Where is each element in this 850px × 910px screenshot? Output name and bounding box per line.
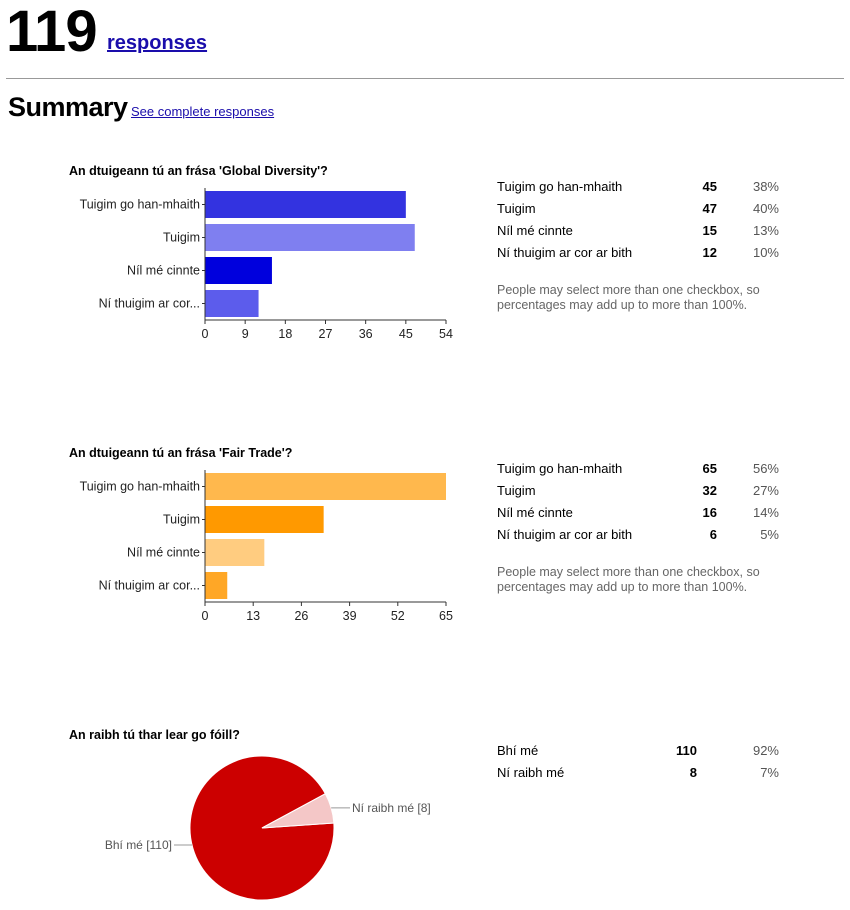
x-tick-label: 65 <box>439 609 453 623</box>
question-1-stats <box>497 179 779 267</box>
x-tick-label: 52 <box>390 609 405 623</box>
category-label: Tuigim go han-mhaith <box>79 197 200 212</box>
see-complete-responses-link[interactable]: See complete responses <box>131 104 275 119</box>
category-label: Tuigim <box>162 512 200 527</box>
stats-row-count: 32 <box>702 483 717 498</box>
stats-row-label: Níl mé cinnte <box>497 223 573 238</box>
stats-row-percent: 10% <box>752 245 779 260</box>
stats-row-label: Tuigim <box>497 483 536 498</box>
bar <box>205 572 227 599</box>
x-tick-label: 0 <box>201 327 209 341</box>
stats-row-percent: 27% <box>752 483 779 498</box>
stats-row-count: 45 <box>702 179 717 194</box>
question-3-title: An raibh tú thar lear go fóill? <box>69 728 240 742</box>
bar <box>205 224 415 251</box>
category-label: Tuigim go han-mhaith <box>79 479 200 494</box>
question-3-stats <box>497 743 779 787</box>
stats-row-label: Ní raibh mé <box>497 765 565 780</box>
bar <box>205 506 324 533</box>
category-label: Ní thuigim ar cor... <box>98 296 200 311</box>
question-1-note: People may select more than one checkbox, so percentages may add up to more than 100%. <box>497 283 760 312</box>
response-count: 119 <box>6 0 97 64</box>
stats-row-label: Tuigim <box>497 201 536 216</box>
summary-title: Summary <box>8 92 128 122</box>
x-tick-label: 9 <box>241 327 249 341</box>
stats-row-label: Ní thuigim ar cor ar bith <box>497 245 633 260</box>
abroad-pie-chart <box>0 740 470 905</box>
x-tick-label: 13 <box>246 609 261 623</box>
stats-row-count: 12 <box>702 245 717 260</box>
stats-row <box>497 765 779 787</box>
global-diversity-bar-chart <box>0 185 470 350</box>
responses-link[interactable]: responses <box>107 32 208 54</box>
stats-row-percent: 7% <box>760 765 779 780</box>
stats-row-label: Níl mé cinnte <box>497 505 573 520</box>
bar <box>205 191 406 218</box>
stats-row-percent: 13% <box>752 223 779 238</box>
stats-row <box>497 461 779 483</box>
stats-row-count: 15 <box>702 223 717 238</box>
question-2-note: People may select more than one checkbox, so percentages may add up to more than 100%. <box>497 565 760 594</box>
stats-row-count: 110 <box>676 743 697 758</box>
x-tick-label: 39 <box>342 609 357 623</box>
question-2-stats <box>497 461 779 549</box>
stats-row-count: 16 <box>702 505 717 520</box>
stats-row <box>497 245 779 267</box>
stats-row-percent: 92% <box>752 743 779 758</box>
fair-trade-bar-chart <box>0 467 470 632</box>
category-label: Níl mé cinnte <box>127 545 200 560</box>
bar <box>205 473 446 500</box>
stats-row-label: Ní thuigim ar cor ar bith <box>497 527 633 542</box>
stats-row <box>497 527 779 549</box>
bar <box>205 290 259 317</box>
x-tick-label: 26 <box>294 609 309 623</box>
stats-row-count: 65 <box>702 461 717 476</box>
pie-label: Ní raibh mé [8] <box>352 800 431 815</box>
category-label: Níl mé cinnte <box>127 263 200 278</box>
stats-row-label: Tuigim go han-mhaith <box>497 461 623 476</box>
stats-row-percent: 5% <box>760 527 779 542</box>
x-tick-label: 0 <box>201 609 209 623</box>
stats-row-count: 8 <box>689 765 697 780</box>
stats-row <box>497 483 779 505</box>
stats-row-count: 47 <box>702 201 717 216</box>
pie-label: Bhí mé [110] <box>104 838 172 852</box>
category-label: Tuigim <box>162 230 200 245</box>
stats-row <box>497 505 779 527</box>
stats-row-label: Bhí mé <box>497 743 539 758</box>
stats-row <box>497 223 779 245</box>
x-tick-label: 27 <box>318 327 333 341</box>
x-tick-label: 18 <box>278 327 293 341</box>
stats-row-count: 6 <box>709 527 717 542</box>
stats-row <box>497 743 779 765</box>
stats-row <box>497 179 779 201</box>
question-1-title: An dtuigeann tú an frása 'Global Diversity'? <box>69 164 328 178</box>
x-tick-label: 45 <box>398 327 413 341</box>
stats-row-percent: 40% <box>752 201 779 216</box>
bar <box>205 257 272 284</box>
stats-row <box>497 201 779 223</box>
x-tick-label: 36 <box>358 327 373 341</box>
stats-row-percent: 56% <box>752 461 779 476</box>
stats-row-percent: 38% <box>752 179 779 194</box>
bar <box>205 539 264 566</box>
header-divider <box>6 78 844 79</box>
stats-row-percent: 14% <box>752 505 779 520</box>
question-2-title: An dtuigeann tú an frása 'Fair Trade'? <box>69 446 293 460</box>
x-tick-label: 54 <box>439 327 453 341</box>
category-label: Ní thuigim ar cor... <box>98 578 200 593</box>
stats-row-label: Tuigim go han-mhaith <box>497 179 623 194</box>
